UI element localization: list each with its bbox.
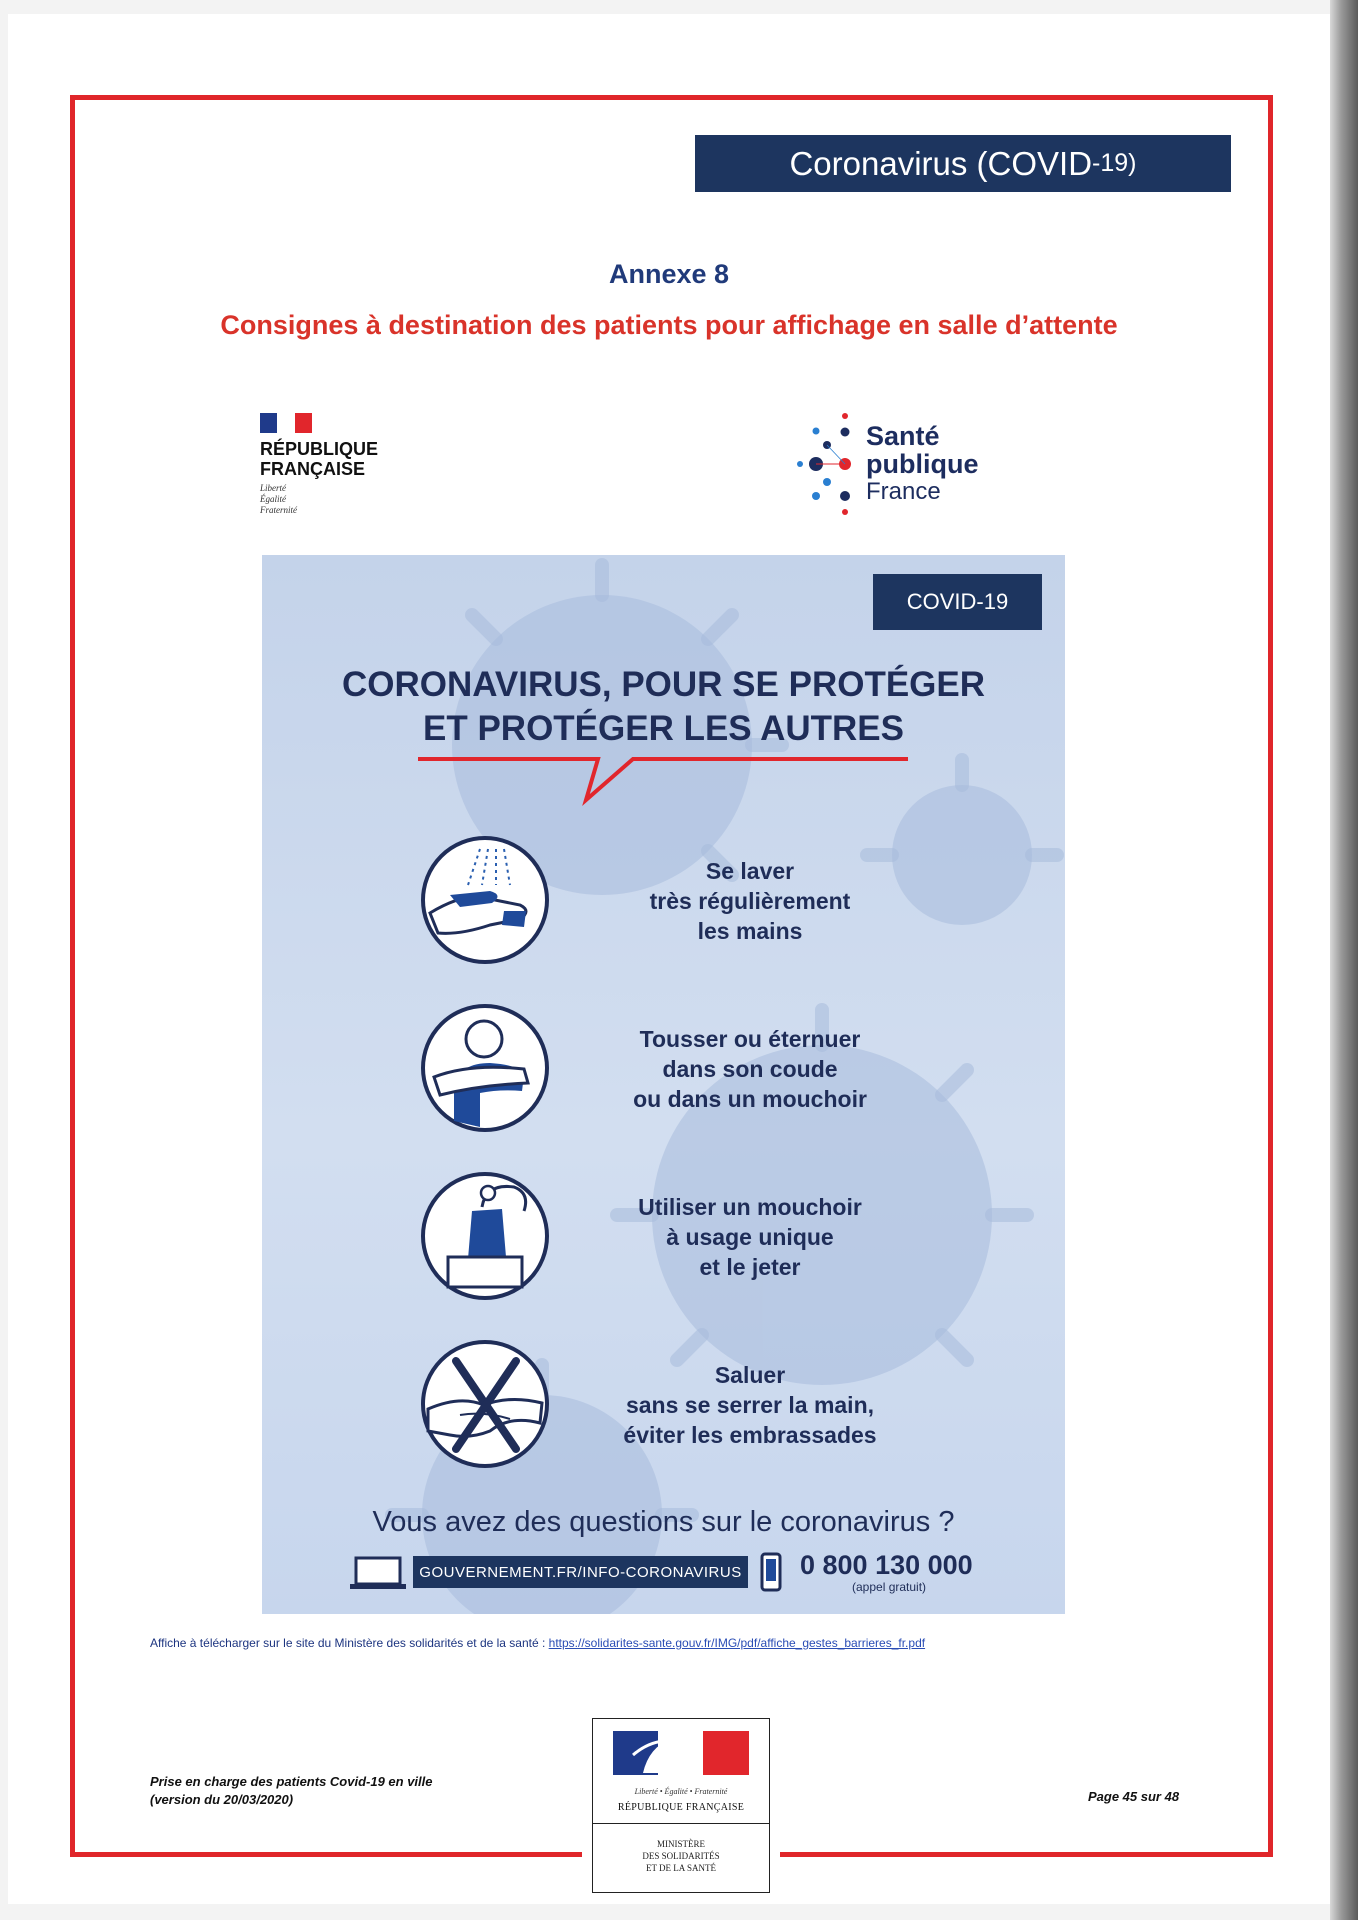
banner-text-small: -19): [1092, 149, 1137, 177]
red-frame-bottom-right: [780, 1852, 1273, 1857]
rf-name-line1: RÉPUBLIQUE: [260, 439, 379, 459]
covid-poster: [262, 555, 1065, 1614]
step1-line3: les mains: [697, 918, 803, 944]
ministry-line1: MINISTÈRE: [657, 1839, 705, 1849]
step2-line1: Tousser ou éternuer: [639, 1026, 861, 1052]
tissue-icon: [420, 1171, 550, 1301]
footer-title: Prise en charge des patients Covid-19 en ville: [150, 1774, 433, 1789]
red-frame-left: [70, 95, 75, 1857]
spf-line3: France: [866, 478, 941, 505]
ministry-logo: [592, 1718, 770, 1893]
step1-line2: très régulièrement: [649, 888, 851, 914]
covid-badge: COVID-19: [873, 574, 1042, 630]
step3-line3: et le jeter: [699, 1254, 801, 1280]
rf-name-line2: FRANÇAISE: [260, 459, 366, 479]
poster-title-line2: ET PROTÉGER LES AUTRES: [423, 709, 904, 748]
sante-publique-france-logo: [794, 412, 978, 516]
scan-edge: [1330, 0, 1358, 1920]
poster-question: Vous avez des questions sur le coronavirus ?: [372, 1506, 955, 1538]
step2-line3: ou dans un mouchoir: [633, 1086, 867, 1112]
cough-elbow-icon: [420, 1003, 550, 1133]
poster-title-line1: CORONAVIRUS, POUR SE PROTÉGER: [341, 665, 986, 704]
republique-francaise-logo: [260, 413, 378, 516]
banner-text: Coronavirus (COVID: [789, 144, 1093, 182]
phone-number: 0 800 130 000: [800, 1550, 973, 1580]
step3-line2: à usage unique: [666, 1224, 834, 1250]
phone-note: (appel gratuit): [852, 1580, 927, 1594]
red-frame-bottom-left: [70, 1852, 582, 1857]
footer-version: (version du 20/03/2020): [150, 1792, 294, 1807]
header-banner: [695, 135, 1231, 192]
step4-line1: Saluer: [714, 1362, 786, 1388]
ministry-motto: Liberté • Égalité • Fraternité: [634, 1787, 728, 1796]
marianne-flag-icon: [593, 1719, 769, 1785]
rf-motto-egalite: Égalité: [260, 494, 286, 504]
spf-line1: Santé: [866, 421, 940, 451]
speech-bubble-underline-icon: [418, 755, 908, 815]
info-url: GOUVERNEMENT.FR/INFO-CORONAVIRUS: [413, 1556, 748, 1588]
page-number: Page 45 sur 48: [1088, 1789, 1180, 1804]
spf-line2: publique: [866, 449, 979, 479]
red-frame-right: [1268, 95, 1273, 1857]
download-line: [150, 1636, 925, 1650]
handwash-icon: [420, 835, 550, 965]
ministry-line3: ET DE LA SANTÉ: [645, 1863, 717, 1873]
poster-title: [262, 663, 1065, 751]
rf-motto-fraternite: Fraternité: [260, 505, 297, 515]
laptop-icon: [350, 1556, 406, 1590]
download-link[interactable]: https://solidarites-sante.gouv.fr/IMG/pdf/affiche_gestes_barrieres_fr.pdf: [548, 1636, 926, 1650]
ministry-line2: DES SOLIDARITÉS: [642, 1851, 720, 1861]
contact-row: [350, 1550, 1050, 1598]
step3-line1: Utiliser un mouchoir: [638, 1194, 862, 1220]
document-page: [8, 14, 1330, 1904]
french-flag-icon: [260, 413, 312, 433]
download-text: Affiche à télécharger sur le site du Ministère des solidarités et de la santé :: [150, 1636, 549, 1650]
phone-icon: [760, 1552, 782, 1592]
annexe-title: Annexe 8: [608, 259, 730, 289]
rf-motto-liberte: Liberté: [260, 483, 286, 493]
footer-document-info: [150, 1773, 433, 1809]
step4-line3: éviter les embrassades: [623, 1422, 877, 1448]
no-handshake-icon: [420, 1339, 550, 1469]
spf-dots-icon: [794, 412, 858, 516]
step1-line1: Se laver: [705, 858, 795, 884]
annexe-subtitle: Consignes à destination des patients pour affichage en salle d’attente: [220, 310, 1118, 340]
step2-line2: dans son coude: [662, 1056, 838, 1082]
step4-line2: sans se serrer la main,: [625, 1392, 875, 1418]
red-frame-top: [70, 95, 1273, 100]
ministry-republic: RÉPUBLIQUE FRANÇAISE: [617, 1802, 745, 1813]
